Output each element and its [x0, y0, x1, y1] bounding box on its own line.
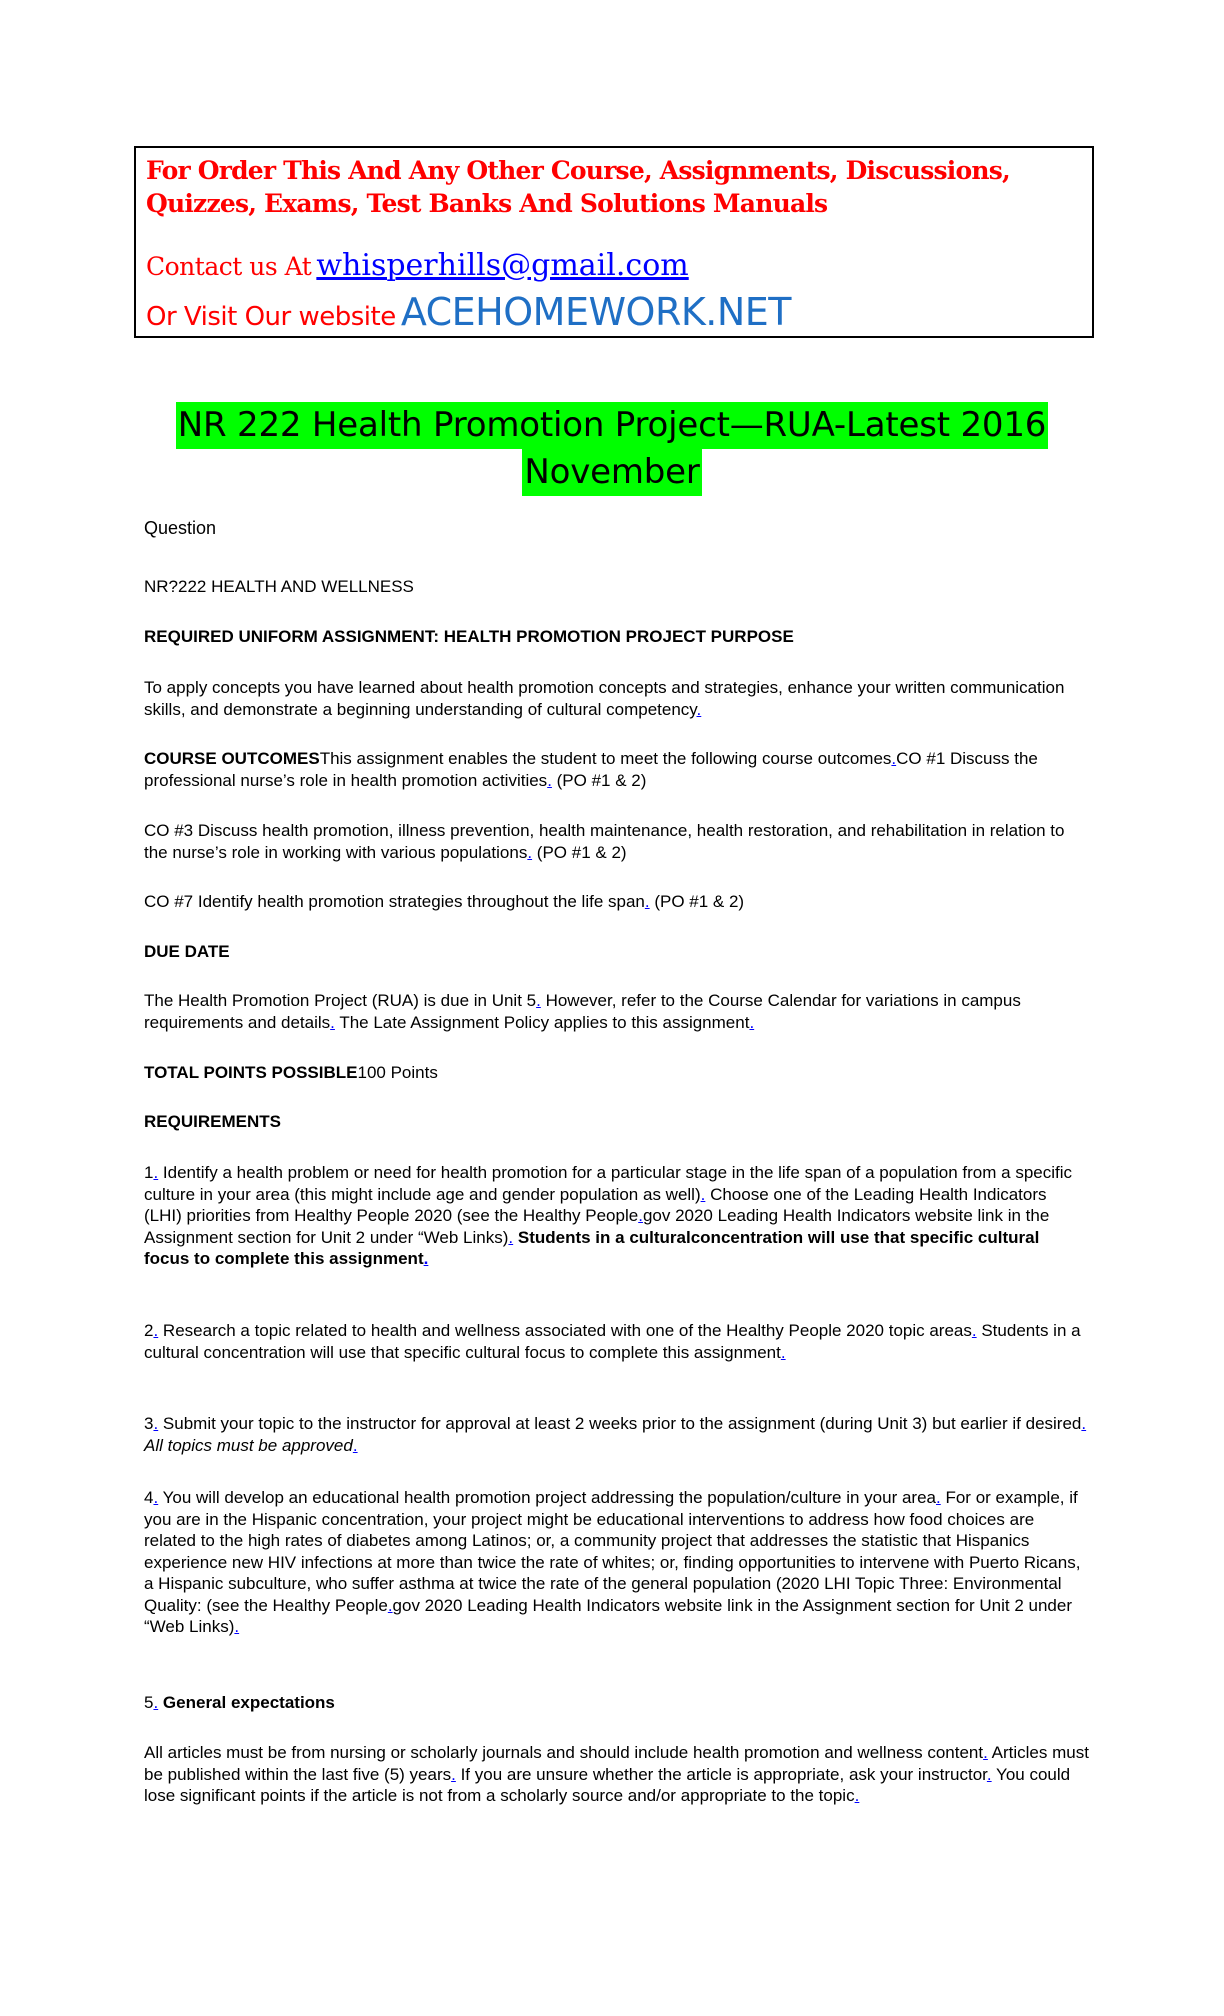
total-points: TOTAL POINTS POSSIBLE100 Points — [144, 1063, 438, 1082]
outcome-co7: CO #7 Identify health promotion strategies throughout the life span. (PO #1 & 2) — [144, 892, 745, 911]
promo-visit-line — [146, 290, 791, 334]
requirement-2: 2. Research a topic related to health and wellness associated with one of the Healthy People 2020 topic areas. Students in a cultural concentration will use that specific cultural focus to complete this assignment. — [144, 1321, 1081, 1362]
requirement-3: 3. Submit your topic to the instructor for approval at least 2 weeks prior to the assignment (during Unit 3) but earlier if desired. All topics must be approved. — [144, 1414, 1087, 1455]
promo-order-text: For Order This And Any Other Course, Assignments, Discussions, Quizzes, Exams, Test Banks And Solutions Manuals — [146, 156, 1010, 218]
promo-contact-line — [146, 248, 689, 283]
course-outcomes-paragraph: COURSE OUTCOMESThis assignment enables the student to meet the following course outcomes.CO #1 Discuss the professional nurse’s role in health promotion activities. (PO #1 & 2) — [144, 749, 1038, 790]
website-link[interactable]: ACEHOMEWORK.NET — [400, 290, 791, 334]
requirement-5-heading: 5. General expectations — [144, 1693, 335, 1712]
promo-box — [134, 146, 1094, 338]
general-expectations-paragraph: All articles must be from nursing or scholarly journals and should include health promotion and wellness content. Articles must be published within the last five (5) years. If you are unsure whether the article is appropriate, ask your instructor. You could lose significant points if the article is not from a scholarly source and/or appropriate to the topic. — [144, 1743, 1089, 1805]
due-date-heading: DUE DATE — [144, 942, 230, 961]
requirement-1: 1. Identify a health problem or need for health promotion for a particular stage in the life span of a population from a specific culture in your area (this might include age and gender population as well). Choose one of the Leading Health Indicators (LHI) priorities from Healthy People 2020 (see the Healthy People.gov 2020 Leading Health Indicators website link in the Assignment section for Unit 2 under “Web Links). Students in a culturalconcentration will use that specific cultural focus to complete this assignment. — [144, 1163, 1073, 1268]
email-link[interactable]: whisperhills@gmail.com — [316, 248, 689, 283]
title-line-2: November — [522, 449, 701, 496]
outcomes-label: COURSE OUTCOMES — [144, 749, 320, 768]
due-date-paragraph: The Health Promotion Project (RUA) is due in Unit 5. However, refer to the Course Calendar for variations in campus requirements and details. The Late Assignment Policy applies to this assignment. — [144, 991, 1021, 1032]
purpose-paragraph: To apply concepts you have learned about health promotion concepts and strategies, enhance your written communication skills, and demonstrate a beginning understanding of cultural competency. — [144, 678, 1065, 719]
visit-label: Or Visit Our website — [146, 302, 396, 332]
course-title: NR?222 HEALTH AND WELLNESS — [144, 577, 414, 596]
document-title — [0, 402, 1224, 496]
assignment-heading: REQUIRED UNIFORM ASSIGNMENT: HEALTH PROMOTION PROJECT PURPOSE — [144, 627, 794, 646]
contact-label: Contact us At — [146, 252, 312, 281]
requirements-heading: REQUIREMENTS — [144, 1112, 281, 1131]
title-line-1: NR 222 Health Promotion Project—RUA-Latest 2016 — [176, 402, 1048, 449]
question-label: Question — [144, 518, 217, 538]
requirement-4: 4. You will develop an educational health promotion project addressing the population/culture in your area. For or example, if you are in the Hispanic concentration, your project might be educational interventions to address how food choices are related to the high rates of diabetes among Latinos; or, a community project that addresses the statistic that Hispanics experience new HIV infections at more than twice the rate of whites; or, finding opportunities to intervene with Puerto Ricans, a Hispanic subculture, who suffer asthma at twice the rate of the general population (2020 LHI Topic Three: Environmental Quality: (see the Healthy People.gov 2020 Leading Health Indicators website link in the Assignment section for Unit 2 under “Web Links). — [144, 1488, 1081, 1636]
outcome-co3: CO #3 Discuss health promotion, illness prevention, health maintenance, health restoration, and rehabilitation in relation to the nurse’s role in working with various populations. (PO #1 & 2) — [144, 821, 1065, 862]
